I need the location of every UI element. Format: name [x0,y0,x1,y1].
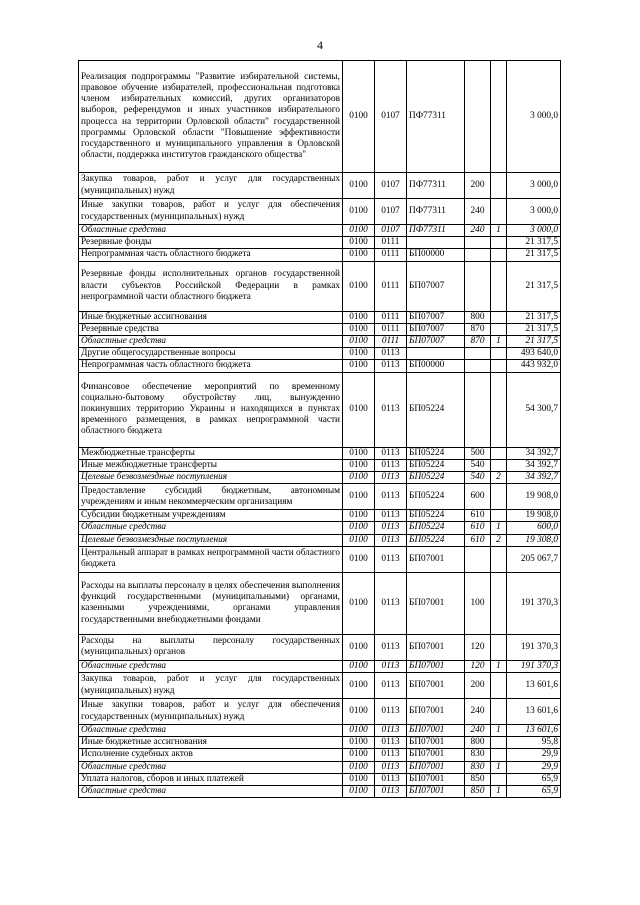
row-amount: 65,9 [507,786,561,798]
table-row [79,249,561,261]
row-section-code: 0100 [343,725,375,737]
row-target-article: БП07001 [407,761,465,773]
row-funding-source [491,699,507,725]
row-expense-type: 240 [465,199,491,225]
row-subsection-code: 0113 [375,360,407,372]
row-section-code: 0100 [343,237,375,249]
row-name-cell: Целевые безвозмездные поступления [79,472,343,484]
page-number: 4 [317,38,323,52]
row-amount: 19 908,0 [507,510,561,522]
row-subsection-code: 0113 [375,459,407,471]
row-section-code: 0100 [343,249,375,261]
row-target-article: БП07001 [407,699,465,725]
row-funding-source [491,323,507,335]
row-funding-source [491,510,507,522]
row-amount: 191 370,3 [507,660,561,672]
row-name-cell: Центральный аппарат в рамках непрограммной части областного бюджета [79,546,343,572]
row-subsection-code: 0113 [375,484,407,510]
row-expense-type: 240 [465,699,491,725]
table-row [79,572,561,634]
row-expense-type: 600 [465,484,491,510]
row-expense-type [465,372,491,447]
row-name-cell: Областные средства [79,522,343,534]
row-section-code: 0100 [343,336,375,348]
row-expense-type: 200 [465,173,491,199]
row-name-cell: Закупка товаров, работ и услуг для государственных (муниципальных) нужд [79,173,343,199]
row-section-code: 0100 [343,459,375,471]
row-expense-type: 850 [465,786,491,798]
row-funding-source [491,773,507,785]
row-amount: 34 392,7 [507,459,561,471]
row-subsection-code: 0113 [375,737,407,749]
row-target-article: БП00000 [407,360,465,372]
table-row [79,737,561,749]
row-subsection-code: 0111 [375,249,407,261]
row-section-code: 0100 [343,173,375,199]
row-name-cell: Субсидии бюджетным учреждениям [79,510,343,522]
row-target-article: БП07001 [407,773,465,785]
row-subsection-code: 0113 [375,372,407,447]
row-funding-source [491,199,507,225]
row-target-article: БП07007 [407,311,465,323]
row-funding-source [491,173,507,199]
row-section-code: 0100 [343,572,375,634]
row-amount: 21 317,5 [507,237,561,249]
table-row [79,237,561,249]
row-amount: 29,9 [507,749,561,761]
row-name-cell: Областные средства [79,786,343,798]
table-row [79,522,561,534]
row-target-article: ПФ77311 [407,61,465,173]
row-funding-source: 2 [491,534,507,546]
row-subsection-code: 0113 [375,725,407,737]
row-name-cell: Закупка товаров, работ и услуг для государственных (муниципальных) нужд [79,673,343,699]
row-section-code: 0100 [343,673,375,699]
row-expense-type: 200 [465,673,491,699]
row-subsection-code: 0113 [375,522,407,534]
row-subsection-code: 0113 [375,348,407,360]
row-section-code: 0100 [343,773,375,785]
row-amount: 191 370,3 [507,634,561,660]
row-expense-type [465,546,491,572]
row-subsection-code: 0107 [375,173,407,199]
table-row [79,447,561,459]
row-name-cell: Исполнение судебных актов [79,749,343,761]
table-row [79,323,561,335]
row-amount: 443 932,0 [507,360,561,372]
table-row [79,510,561,522]
row-funding-source [491,249,507,261]
row-amount: 21 317,5 [507,261,561,311]
row-name-cell: Областные средства [79,225,343,237]
row-target-article: БП05224 [407,484,465,510]
row-subsection-code: 0111 [375,261,407,311]
table-row [79,360,561,372]
row-amount: 34 392,7 [507,447,561,459]
row-target-article: БП07007 [407,261,465,311]
row-amount: 205 067,7 [507,546,561,572]
row-funding-source [491,261,507,311]
row-section-code: 0100 [343,546,375,572]
row-subsection-code: 0107 [375,199,407,225]
row-amount: 21 317,5 [507,311,561,323]
row-target-article [407,237,465,249]
row-amount: 34 392,7 [507,472,561,484]
table-row [79,459,561,471]
row-name-cell: Иные закупки товаров, работ и услуг для обеспечения государственных (муниципальных) нужд [79,699,343,725]
row-expense-type: 120 [465,660,491,672]
row-funding-source: 1 [491,225,507,237]
row-expense-type [465,348,491,360]
row-subsection-code: 0113 [375,472,407,484]
row-funding-source [491,61,507,173]
row-name-cell: Расходы на выплаты персоналу государственных (муниципальных) органов [79,634,343,660]
table-row [79,472,561,484]
row-target-article: БП00000 [407,249,465,261]
row-section-code: 0100 [343,261,375,311]
row-expense-type: 830 [465,749,491,761]
table-row [79,725,561,737]
row-subsection-code: 0113 [375,786,407,798]
row-expense-type [465,249,491,261]
table-row [79,699,561,725]
row-target-article: БП05224 [407,447,465,459]
row-amount: 3 000,0 [507,225,561,237]
row-target-article: БП07001 [407,786,465,798]
row-name-cell: Межбюджетные трансферты [79,447,343,459]
table-row [79,484,561,510]
table-row [79,673,561,699]
row-name-cell: Иные бюджетные ассигнования [79,311,343,323]
row-target-article [407,348,465,360]
row-section-code: 0100 [343,360,375,372]
row-target-article: БП07001 [407,660,465,672]
table-row [79,261,561,311]
row-subsection-code: 0113 [375,510,407,522]
row-section-code: 0100 [343,472,375,484]
row-target-article: ПФ77311 [407,225,465,237]
row-amount: 21 317,5 [507,249,561,261]
table-row [79,61,561,173]
row-section-code: 0100 [343,534,375,546]
row-amount: 19 308,0 [507,534,561,546]
table-row [79,634,561,660]
row-expense-type: 120 [465,634,491,660]
budget-table [78,60,561,798]
row-section-code: 0100 [343,737,375,749]
row-expense-type: 500 [465,447,491,459]
row-expense-type: 240 [465,725,491,737]
row-expense-type: 240 [465,225,491,237]
row-name-cell: Иные закупки товаров, работ и услуг для обеспечения государственных (муниципальных) нужд [79,199,343,225]
row-expense-type: 800 [465,311,491,323]
row-expense-type: 830 [465,761,491,773]
row-amount: 3 000,0 [507,173,561,199]
table-row [79,173,561,199]
row-expense-type: 800 [465,737,491,749]
table-row [79,749,561,761]
table-row [79,761,561,773]
row-expense-type: 610 [465,522,491,534]
row-name-cell: Областные средства [79,761,343,773]
row-section-code: 0100 [343,323,375,335]
row-target-article: БП05224 [407,510,465,522]
row-subsection-code: 0113 [375,634,407,660]
row-funding-source: 1 [491,725,507,737]
table-row [79,372,561,447]
row-subsection-code: 0113 [375,773,407,785]
row-name-cell: Резервные фонды [79,237,343,249]
row-amount: 19 908,0 [507,484,561,510]
row-funding-source: 2 [491,472,507,484]
table-row [79,348,561,360]
row-amount: 21 317,5 [507,336,561,348]
row-section-code: 0100 [343,348,375,360]
row-funding-source: 1 [491,761,507,773]
row-name-cell: Непрограммная часть областного бюджета [79,249,343,261]
row-funding-source [491,348,507,360]
row-target-article: БП07007 [407,336,465,348]
row-funding-source [491,447,507,459]
row-amount: 493 640,0 [507,348,561,360]
row-funding-source: 1 [491,522,507,534]
table-row [79,311,561,323]
row-funding-source [491,372,507,447]
row-subsection-code: 0113 [375,660,407,672]
row-funding-source [491,673,507,699]
row-section-code: 0100 [343,761,375,773]
row-expense-type: 850 [465,773,491,785]
row-amount: 600,0 [507,522,561,534]
row-funding-source [491,634,507,660]
row-target-article: ПФ77311 [407,199,465,225]
row-funding-source [491,360,507,372]
row-name-cell: Другие общегосударственные вопросы [79,348,343,360]
table-row [79,773,561,785]
row-subsection-code: 0113 [375,749,407,761]
row-name-cell: Расходы на выплаты персоналу в целях обеспечения выполнения функций государственными (муниципальными) органами, казенными учреждениями, органами управления государственными внебюджетными фондами [79,572,343,634]
row-name-cell: Предоставление субсидий бюджетным, автономным учреждениям и иным некоммерческим организациям [79,484,343,510]
row-target-article: БП07001 [407,572,465,634]
row-subsection-code: 0113 [375,699,407,725]
row-section-code: 0100 [343,311,375,323]
row-section-code: 0100 [343,786,375,798]
row-target-article: БП07001 [407,673,465,699]
table-row [79,534,561,546]
row-amount: 21 317,5 [507,323,561,335]
table-row [79,660,561,672]
row-amount: 65,9 [507,773,561,785]
row-target-article: БП07001 [407,546,465,572]
row-subsection-code: 0111 [375,336,407,348]
row-subsection-code: 0107 [375,225,407,237]
row-subsection-code: 0113 [375,761,407,773]
row-subsection-code: 0107 [375,61,407,173]
row-target-article: БП07001 [407,725,465,737]
row-subsection-code: 0113 [375,673,407,699]
row-amount: 191 370,3 [507,572,561,634]
row-name-cell: Резервные средства [79,323,343,335]
row-section-code: 0100 [343,372,375,447]
row-amount: 54 300,7 [507,372,561,447]
row-target-article: БП05224 [407,372,465,447]
row-name-cell: Резервные фонды исполнительных органов государственной власти субъектов Российской Федерации в рамках непрограммной части областного бюджета [79,261,343,311]
row-name-cell: Областные средства [79,725,343,737]
row-target-article: БП05224 [407,459,465,471]
row-amount: 3 000,0 [507,199,561,225]
row-section-code: 0100 [343,225,375,237]
table-row [79,336,561,348]
row-funding-source: 1 [491,660,507,672]
row-funding-source [491,484,507,510]
row-funding-source [491,572,507,634]
row-subsection-code: 0111 [375,311,407,323]
row-funding-source [491,546,507,572]
row-target-article: ПФ77311 [407,173,465,199]
row-target-article: БП07001 [407,737,465,749]
row-amount: 95,8 [507,737,561,749]
row-section-code: 0100 [343,447,375,459]
row-expense-type: 540 [465,472,491,484]
row-subsection-code: 0111 [375,237,407,249]
row-name-cell: Целевые безвозмездные поступления [79,534,343,546]
row-expense-type [465,261,491,311]
row-expense-type [465,237,491,249]
row-amount: 3 000,0 [507,61,561,173]
row-amount: 13 601,6 [507,699,561,725]
row-funding-source [491,237,507,249]
row-amount: 29,9 [507,761,561,773]
row-target-article: БП07001 [407,634,465,660]
row-name-cell: Областные средства [79,660,343,672]
row-funding-source [491,459,507,471]
row-funding-source [491,749,507,761]
row-name-cell: Финансовое обеспечение мероприятий по временному социально-бытовому обустройству лиц, вынужденно покинувших территорию Украины и находящихся в пунктах временного размещения, в рамках непрограммной части областного бюджета [79,372,343,447]
row-funding-source [491,737,507,749]
row-amount: 13 601,6 [507,673,561,699]
row-section-code: 0100 [343,484,375,510]
row-name-cell: Уплата налогов, сборов и иных платежей [79,773,343,785]
row-amount: 13 601,6 [507,725,561,737]
row-subsection-code: 0113 [375,447,407,459]
row-expense-type [465,360,491,372]
row-funding-source [491,311,507,323]
row-expense-type: 870 [465,336,491,348]
row-subsection-code: 0113 [375,572,407,634]
row-target-article: БП05224 [407,522,465,534]
row-expense-type: 100 [465,572,491,634]
row-expense-type: 870 [465,323,491,335]
row-section-code: 0100 [343,522,375,534]
row-name-cell: Реализация подпрограммы "Развитие избирательной системы, правовое обучение избирателей, профессиональная подготовка членом избирательных комиссий, других организаторов выборов, референдумов и иных участников избирательного процесса на территории Орловской области" государственной программы Орловской области "Повышение эффективности государственного и муниципального управления в Орловской области, поддержка институтов гражданского общества" [79,61,343,173]
table-row [79,225,561,237]
row-target-article: БП05224 [407,534,465,546]
row-expense-type: 610 [465,510,491,522]
row-section-code: 0100 [343,61,375,173]
row-name-cell: Непрограммная часть областного бюджета [79,360,343,372]
row-section-code: 0100 [343,199,375,225]
table-row [79,199,561,225]
row-target-article: БП07007 [407,323,465,335]
row-subsection-code: 0111 [375,323,407,335]
row-target-article: БП07001 [407,749,465,761]
row-expense-type: 610 [465,534,491,546]
row-section-code: 0100 [343,699,375,725]
budget-table-body [79,61,561,798]
table-row [79,546,561,572]
row-name-cell: Иные межбюджетные трансферты [79,459,343,471]
row-name-cell: Областные средства [79,336,343,348]
row-name-cell: Иные бюджетные ассигнования [79,737,343,749]
row-section-code: 0100 [343,510,375,522]
row-section-code: 0100 [343,634,375,660]
row-target-article: БП05224 [407,472,465,484]
row-expense-type: 540 [465,459,491,471]
row-section-code: 0100 [343,749,375,761]
row-section-code: 0100 [343,660,375,672]
row-subsection-code: 0113 [375,546,407,572]
row-expense-type [465,61,491,173]
row-funding-source: 1 [491,786,507,798]
row-funding-source: 1 [491,336,507,348]
table-row [79,786,561,798]
row-subsection-code: 0113 [375,534,407,546]
